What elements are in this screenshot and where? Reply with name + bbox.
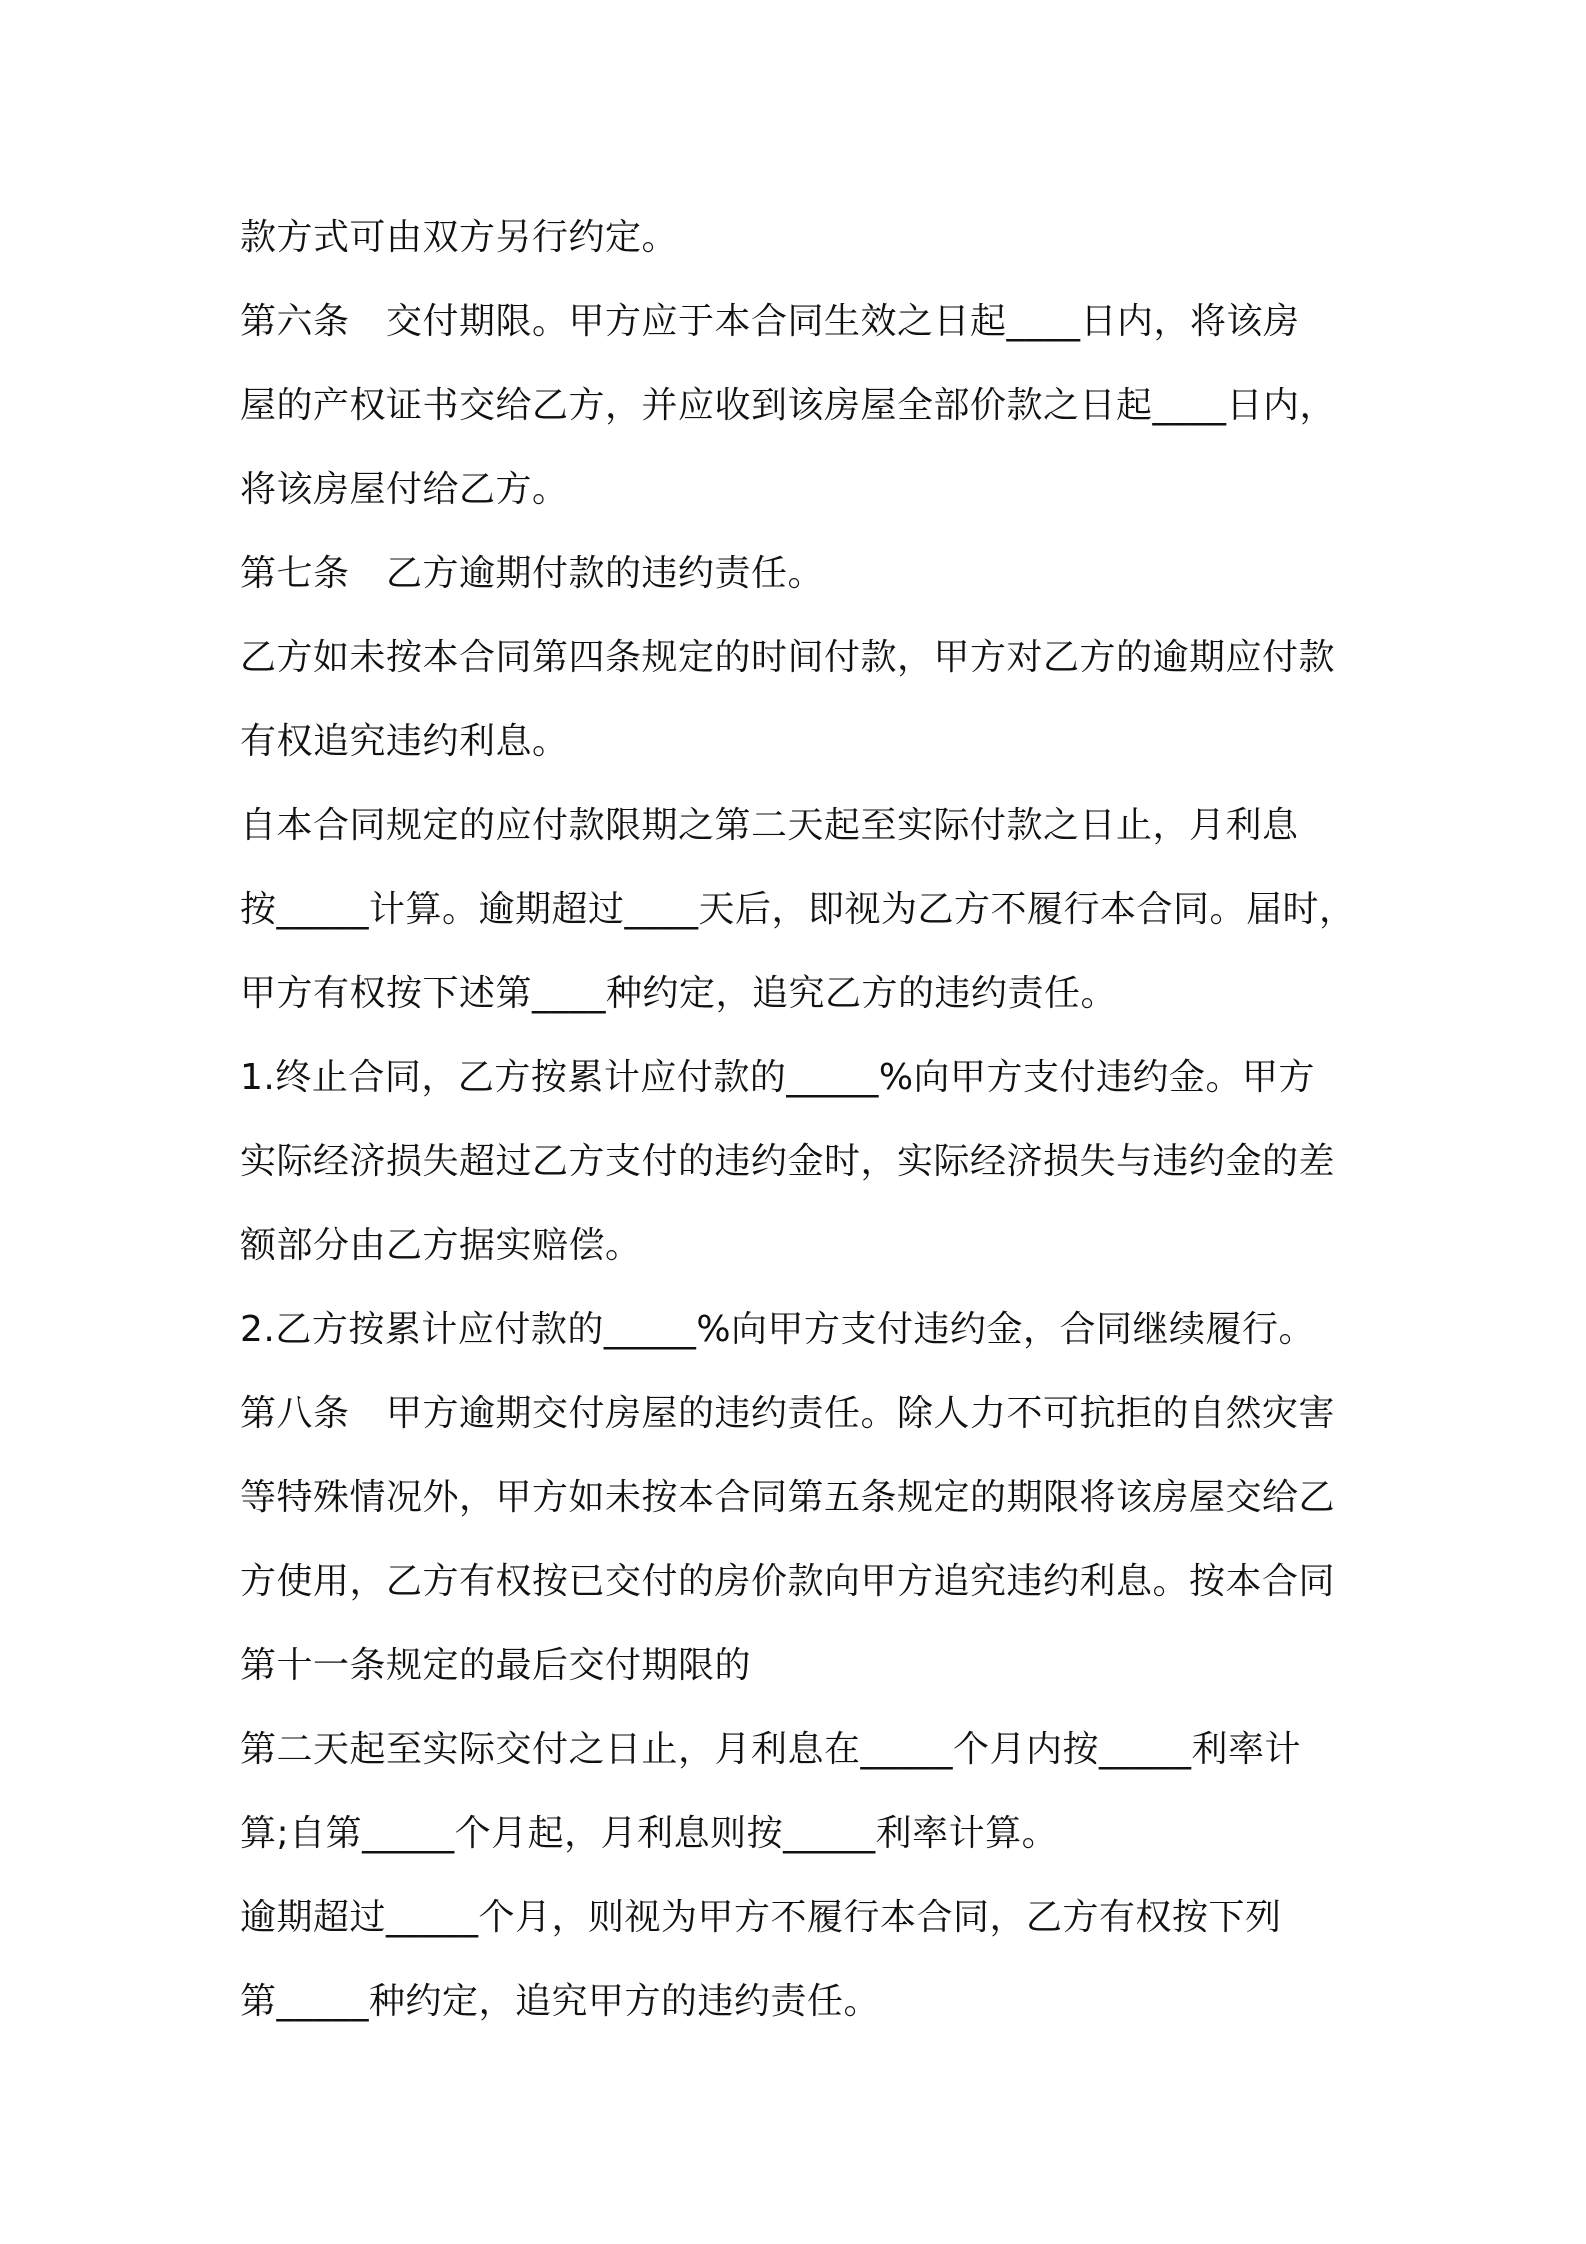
text-line: 第六条 交付期限。甲方应于本合同生效之日起____日内，将该房 — [240, 301, 1300, 342]
text-line: 等特殊情况外，甲方如未按本合同第五条规定的期限将该房屋交给乙 — [240, 1477, 1336, 1518]
text-line: 自本合同规定的应付款限期之第二天起至实际付款之日止，月利息 — [240, 805, 1299, 846]
text-line: 第二天起至实际交付之日止，月利息在_____个月内按_____利率计 — [240, 1729, 1302, 1770]
text-line: 屋的产权证书交给乙方，并应收到该房屋全部价款之日起____日内， — [240, 385, 1337, 426]
text-line: 有权追究违约利息。 — [240, 721, 569, 762]
text-line: 甲方有权按下述第____种约定，追究乙方的违约责任。 — [240, 973, 1118, 1014]
text-line: 实际经济损失超过乙方支付的违约金时，实际经济损失与违约金的差 — [240, 1141, 1336, 1182]
text-line: 算;自第_____个月起，月利息则按_____利率计算。 — [240, 1813, 1059, 1854]
text-line: 第八条 甲方逾期交付房屋的违约责任。除人力不可抗拒的自然灾害 — [240, 1393, 1336, 1434]
text-line: 1.终止合同，乙方按累计应付款的_____%向甲方支付违约金。甲方 — [240, 1057, 1316, 1098]
text-line: 第_____种约定，追究甲方的违约责任。 — [240, 1981, 881, 2022]
text-line: 按_____计算。逾期超过____天后，即视为乙方不履行本合同。届时， — [240, 889, 1356, 930]
text-line: 将该房屋付给乙方。 — [240, 469, 569, 510]
text-line: 逾期超过_____个月，则视为甲方不履行本合同，乙方有权按下列 — [240, 1897, 1282, 1938]
document-body — [240, 196, 1356, 2044]
text-line: 额部分由乙方据实赔偿。 — [240, 1225, 642, 1266]
text-line: 第十一条规定的最后交付期限的 — [240, 1645, 752, 1686]
text-line: 款方式可由双方另行约定。 — [240, 217, 679, 258]
text-line: 乙方如未按本合同第四条规定的时间付款，甲方对乙方的逾期应付款 — [240, 637, 1336, 678]
text-line: 2.乙方按累计应付款的_____%向甲方支付违约金，合同继续履行。 — [240, 1309, 1316, 1350]
text-line: 方使用，乙方有权按已交付的房价款向甲方追究违约利息。按本合同 — [240, 1561, 1336, 1602]
text-line: 第七条 乙方逾期付款的违约责任。 — [240, 553, 825, 594]
